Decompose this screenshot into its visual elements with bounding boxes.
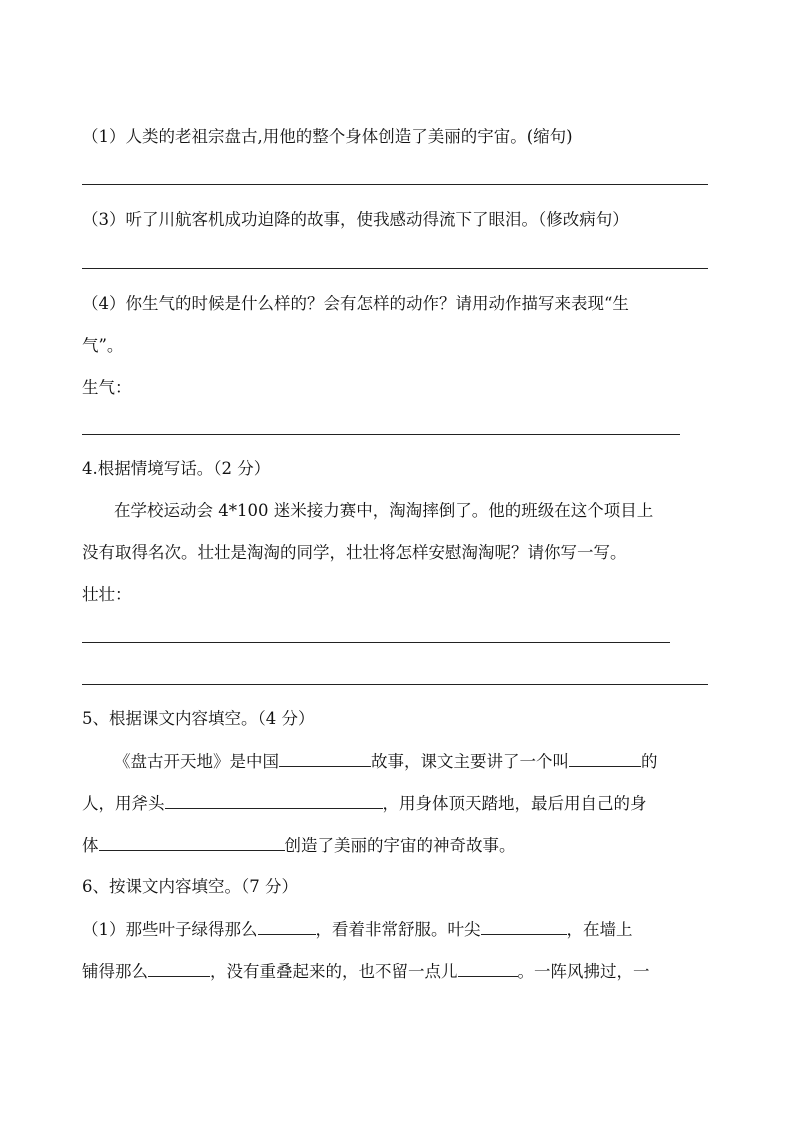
- blank-5[interactable]: [258, 918, 316, 935]
- answer-line-5b[interactable]: [82, 684, 708, 685]
- answer-line-1[interactable]: [82, 184, 708, 185]
- section-4-text-line-1: 在学校运动会 4*100 迷米接力赛中，淘淘摔倒了。他的班级在这个项目上: [114, 501, 654, 520]
- s6-text: （1）那些叶子绿得那么: [82, 920, 258, 939]
- s5-text: 体: [82, 836, 99, 855]
- s5-text: 的: [641, 752, 658, 771]
- section-5-line-2: [82, 792, 647, 815]
- s5-text: 故事，课文主要讲了一个叫: [371, 752, 569, 771]
- blank-8[interactable]: [458, 960, 518, 977]
- answer-line-5a[interactable]: [82, 642, 670, 643]
- question-4-label: 生气：: [82, 378, 132, 397]
- s6-text: ，在墙上: [566, 920, 633, 939]
- answer-line-4[interactable]: [82, 434, 680, 435]
- section-4-label: 壮壮：: [82, 585, 132, 604]
- question-4-line-2: 气”。: [82, 336, 124, 355]
- blank-1[interactable]: [279, 750, 371, 767]
- s5-text: ，用身体顶天踏地，最后用自己的身: [382, 794, 647, 813]
- s5-text: 创造了美丽的宇宙的神奇故事。: [284, 836, 516, 855]
- blank-3[interactable]: [165, 792, 383, 809]
- s6-text: 。一阵风拂过，一: [517, 962, 650, 981]
- section-4-text-line-2: 没有取得名次。壮壮是淘淘的同学，壮壮将怎样安慰淘淘呢？请你写一写。: [82, 543, 627, 562]
- s6-text: 铺得那么: [82, 962, 148, 981]
- question-1: （1）人类的老祖宗盘古,用他的整个身体创造了美丽的宇宙。(缩句): [82, 127, 573, 146]
- section-6-line-1: [82, 918, 633, 941]
- question-4-line-1: （4）你生气的时候是什么样的？会有怎样的动作？请用动作描写来表现“生: [82, 294, 629, 313]
- s5-text: 人，用斧头: [82, 794, 165, 813]
- s6-text: ，看着非常舒服。叶尖: [315, 920, 481, 939]
- blank-4[interactable]: [99, 834, 285, 851]
- section-6-line-2: [82, 960, 650, 983]
- blank-7[interactable]: [148, 960, 210, 977]
- section-4-title: 4.根据情境写话。（2 分）: [82, 459, 271, 478]
- blank-6[interactable]: [481, 918, 567, 935]
- section-5-line-3: [82, 834, 516, 857]
- s6-text: ，没有重叠起来的，也不留一点儿: [210, 962, 458, 981]
- section-5-title: 5、根据课文内容填空。（4 分）: [82, 709, 315, 728]
- s5-text: 《盘古开天地》是中国: [114, 752, 279, 771]
- blank-2[interactable]: [569, 750, 641, 767]
- section-5-line-1: [114, 750, 658, 773]
- section-6-title: 6、按课文内容填空。（7 分）: [82, 877, 298, 896]
- question-3: （3）听了川航客机成功迫降的故事，使我感动得流下了眼泪。（修改病句）: [82, 210, 629, 229]
- answer-line-3[interactable]: [82, 268, 708, 269]
